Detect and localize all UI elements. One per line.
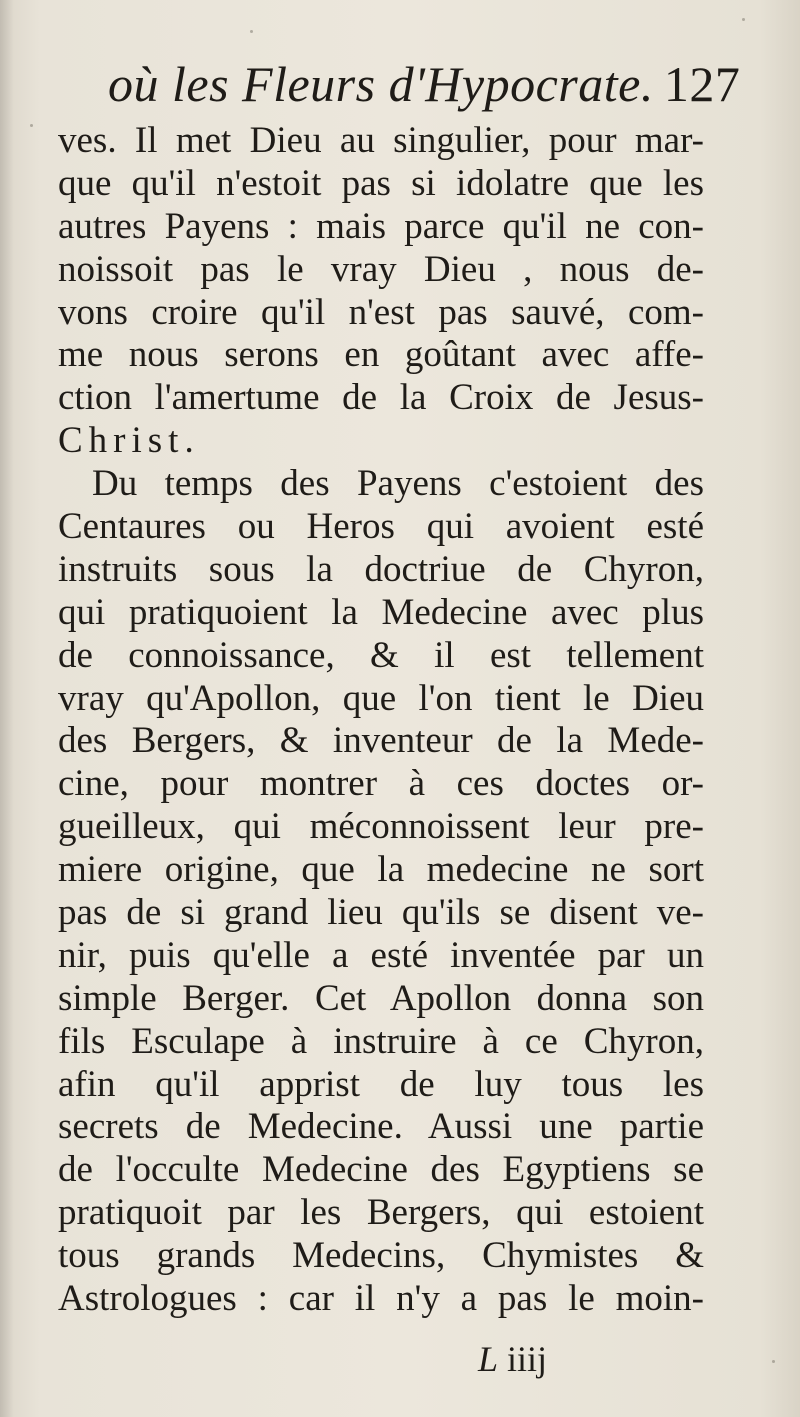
text-line: Astrologues : car il n'y a pas le moin- bbox=[58, 1278, 704, 1320]
text-line: des Bergers, & inventeur de la Mede- bbox=[58, 720, 704, 762]
text-line: fils Esculape à instruire à ce Chyron, bbox=[58, 1020, 704, 1062]
text-line: Christ. bbox=[58, 420, 200, 462]
running-title: où les Fleurs d'Hypocrate. bbox=[108, 56, 654, 112]
text-line: pratiquoit par les Bergers, qui estoient bbox=[58, 1192, 704, 1234]
text-line: instruits sous la doctriue de Chyron, bbox=[58, 548, 704, 590]
signature-letter: L bbox=[478, 1339, 499, 1379]
paper-speck bbox=[742, 18, 745, 21]
running-head bbox=[108, 52, 741, 116]
text-line: nir, puis qu'elle a esté inventée par un bbox=[58, 934, 704, 976]
page-number: 127 bbox=[663, 56, 741, 112]
text-line: gueilleux, qui méconnoissent leur pre- bbox=[58, 806, 704, 848]
text-line: vray qu'Apollon, que l'on tient le Dieu bbox=[58, 677, 704, 719]
text-line: vons croire qu'il n'est pas sauvé, com- bbox=[58, 291, 704, 333]
signature-mark bbox=[478, 1336, 547, 1382]
paper-speck bbox=[772, 1360, 775, 1363]
text-line: miere origine, que la medecine ne sort bbox=[58, 849, 704, 891]
body-text bbox=[58, 120, 704, 1321]
gutter-shadow bbox=[0, 0, 14, 1417]
text-line: de l'occulte Medecine des Egyptiens se bbox=[58, 1149, 704, 1191]
text-line: cine, pour montrer à ces doctes or- bbox=[58, 763, 704, 805]
paper-speck bbox=[30, 124, 33, 127]
text-line: autres Payens : mais parce qu'il ne con- bbox=[58, 205, 704, 247]
paragraph-start-line: Du temps des Payens c'estoient des bbox=[92, 463, 704, 505]
paper-speck bbox=[250, 30, 253, 33]
text-line: ction l'amertume de la Croix de Jesus- bbox=[58, 377, 704, 419]
text-line: Centaures ou Heros qui avoient esté bbox=[58, 506, 704, 548]
text-line: simple Berger. Cet Apollon donna son bbox=[58, 977, 704, 1019]
signature-numeral: iiij bbox=[507, 1339, 548, 1379]
text-line: tous grands Medecins, Chymistes & bbox=[58, 1235, 704, 1277]
text-line: afin qu'il apprist de luy tous les bbox=[58, 1063, 704, 1105]
text-line: que qu'il n'estoit pas si idolatre que les bbox=[58, 162, 704, 204]
text-line: qui pratiquoient la Medecine avec plus bbox=[58, 591, 704, 633]
text-line: ves. Il met Dieu au singulier, pour mar- bbox=[58, 120, 704, 161]
text-line: noissoit pas le vray Dieu , nous de- bbox=[58, 248, 704, 290]
text-line: me nous serons en goûtant avec affe- bbox=[58, 334, 704, 376]
text-line: pas de si grand lieu qu'ils se disent ve- bbox=[58, 892, 704, 934]
text-line: de connoissance, & il est tellement bbox=[58, 634, 704, 676]
text-line: secrets de Medecine. Aussi une partie bbox=[58, 1106, 704, 1148]
